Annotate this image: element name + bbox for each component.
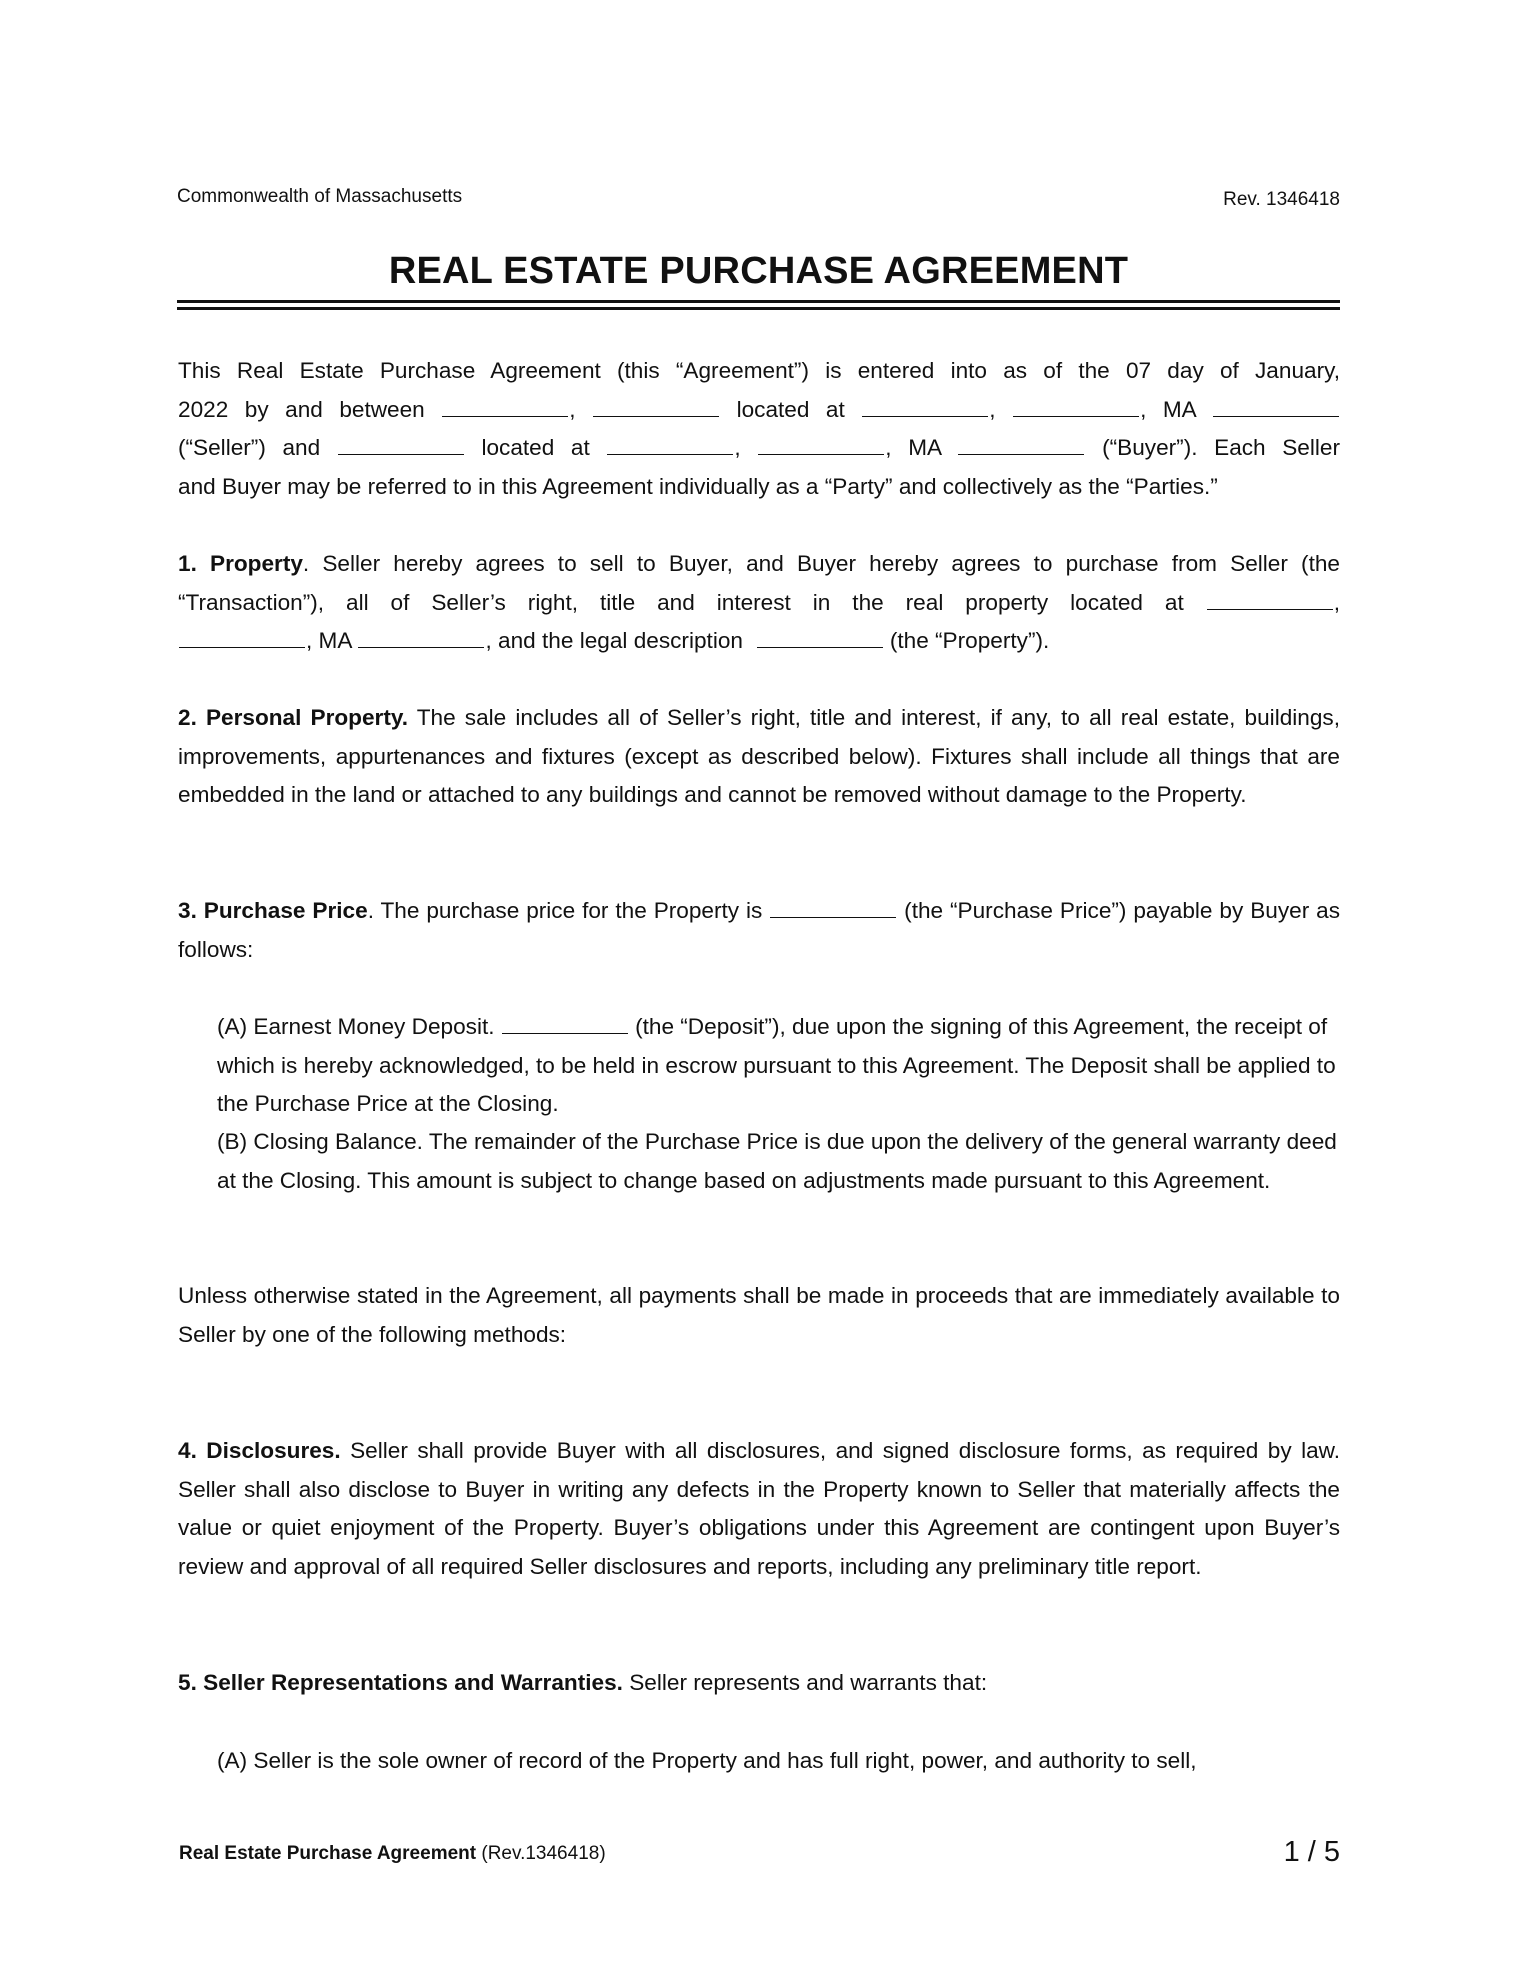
section-seller-representations: 5. Seller Representations and Warranties. Seller represents and warrants that:	[178, 1670, 988, 1695]
property-address-blank[interactable]	[1207, 608, 1333, 610]
property-zip-blank[interactable]	[358, 646, 484, 648]
seller-name-blank[interactable]	[442, 415, 568, 417]
subsection-earnest-money: (A) Earnest Money Deposit. (the “Deposit”), due upon the signing of this Agreement, the receipt of which is hereby acknowledged, to be held in escrow pursuant to this Agreement. The Deposit shall be applied to the Purchase Price at the Closing.	[217, 1014, 1336, 1116]
deposit-amount-blank[interactable]	[502, 1032, 628, 1034]
intro-line-2: 2022 by and between , located at , , MA	[178, 391, 1340, 430]
buyer-address-blank[interactable]	[607, 453, 733, 455]
section-disclosures: 4. Disclosures. Seller shall provide Buyer with all disclosures, and signed disclosure forms, as required by law. Seller shall also disclose to Buyer in writing any defects in the Property known to Seller that materially affects the value or quiet enjoyment of the Property. Buyer’s obligations under this Agreement are contingent upon Buyer’s review and approval of all required Seller disclosures and reports, including any preliminary title report.	[178, 1438, 1340, 1579]
intro-paragraph	[178, 352, 1340, 506]
intro-line-4: and Buyer may be referred to in this Agreement individually as a “Party” and collectively as the “Parties.”	[178, 473, 1218, 499]
title-rule-bottom	[177, 307, 1340, 310]
document-title: REAL ESTATE PURCHASE AGREEMENT	[388, 250, 1129, 292]
footer-doc-name: Real Estate Purchase Agreement (Rev.1346418)	[179, 1843, 606, 1864]
section-heading: 1. Property	[178, 551, 303, 576]
section-heading: 2. Personal Property.	[178, 705, 409, 730]
title-rule-top	[177, 300, 1340, 303]
section-heading: 4. Disclosures.	[178, 1438, 341, 1463]
seller-name-blank-2[interactable]	[593, 415, 719, 417]
property-city-blank[interactable]	[179, 646, 305, 648]
buyer-zip-blank[interactable]	[958, 453, 1084, 455]
section-heading: 3. Purchase Price	[178, 898, 368, 923]
seller-zip-blank[interactable]	[1213, 415, 1339, 417]
subsection-sole-owner: (A) Seller is the sole owner of record of the Property and has full right, power, and authority to sell,	[217, 1748, 1197, 1773]
seller-address-blank[interactable]	[862, 415, 988, 417]
section-personal-property: 2. Personal Property. The sale includes all of Seller’s right, title and interest, if any, to all real estate, buildings, improvements, appurtenances and fixtures (except as described below). Fixtures shall include all things that are embedded in the land or attached to any buildings and cannot be removed without damage to the Property.	[178, 705, 1341, 807]
buyer-name-blank[interactable]	[338, 453, 464, 455]
section-property: 1. Property. Seller hereby agrees to sell to Buyer, and Buyer hereby agrees to purchase from Seller (the “Transaction”), all of Seller’s right, title and interest in the real property located at , , MA , and the legal description (the “Property”).	[178, 551, 1340, 653]
seller-city-blank[interactable]	[1013, 415, 1139, 417]
page-number: 1 / 5	[1283, 1836, 1340, 1868]
legal-description-blank[interactable]	[757, 646, 883, 648]
intro-line-1: This Real Estate Purchase Agreement (this “Agreement”) is entered into as of the 07 day of January,	[178, 358, 1340, 383]
purchase-price-blank[interactable]	[770, 916, 896, 918]
payments-paragraph: Unless otherwise stated in the Agreement, all payments shall be made in proceeds that are immediately available to Seller by one of the following methods:	[178, 1283, 1340, 1347]
revision-label: Rev. 1346418	[1223, 189, 1340, 210]
section-purchase-price: 3. Purchase Price. The purchase price for the Property is (the “Purchase Price”) payable by Buyer as follows:	[178, 898, 1341, 962]
section-heading: 5. Seller Representations and Warranties.	[178, 1670, 623, 1695]
jurisdiction-label: Commonwealth of Massachusetts	[177, 186, 463, 207]
intro-line-3: (“Seller”) and located at , , MA (“Buyer”). Each Seller	[178, 435, 1341, 460]
subsection-closing-balance: (B) Closing Balance. The remainder of the Purchase Price is due upon the delivery of the general warranty deed at the Closing. This amount is subject to change based on adjustments made pursuant to this Agreement.	[217, 1129, 1337, 1193]
buyer-city-blank[interactable]	[758, 453, 884, 455]
